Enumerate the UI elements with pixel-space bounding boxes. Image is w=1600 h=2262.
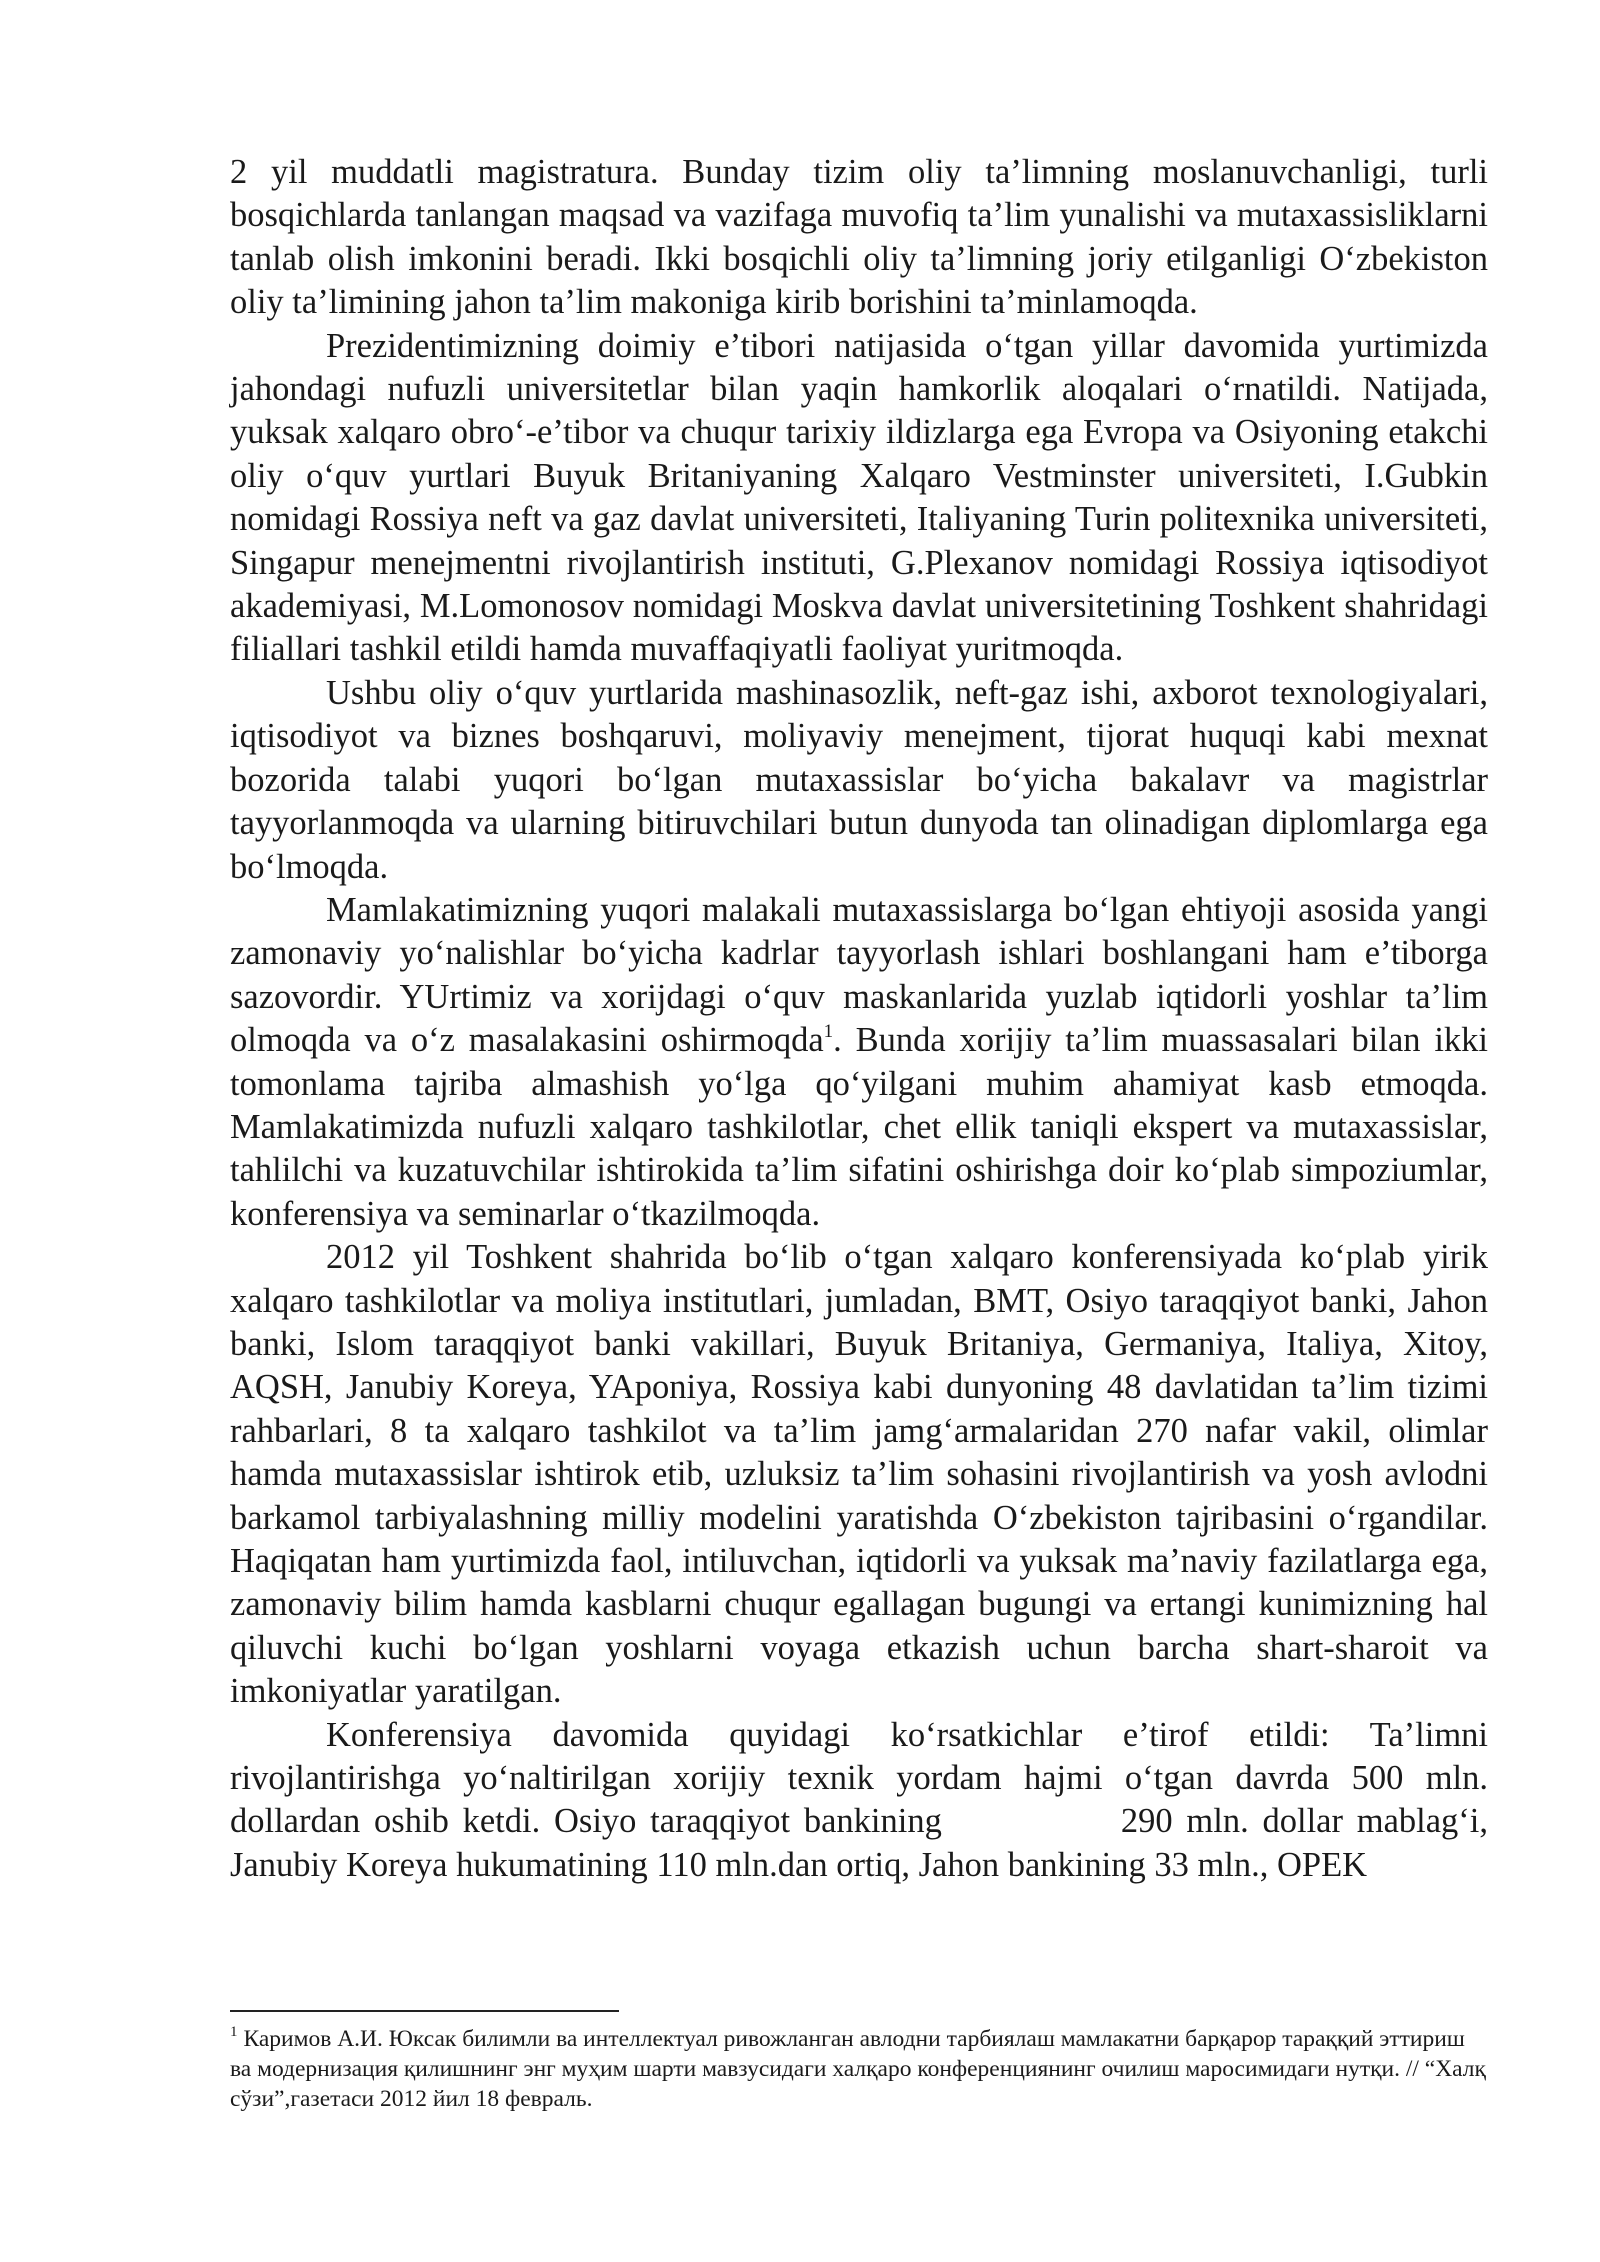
footnote-1 [230, 2024, 1488, 2114]
paragraph-2: Prezidentimizning doimiy e’tibori natijasida o‘tgan yillar davomida yurtimizda jahondagi nufuzli universitetlar bilan yaqin hamkorlik aloqalari o‘rnatildi. Natijada, yuksak xalqaro obro‘-e’tibor va chuqur tarixiy ildizlarga ega Evropa va Osiyoning etakchi oliy o‘quv yurtlari Buyuk Britaniyaning Xalqaro Vestminster universiteti, I.Gubkin nomidagi Rossiya neft va gaz davlat universiteti, Italiyaning Turin politexnika universiteti, Singapur menejmentni rivojlantirish instituti, G.Plexanov nomidagi Rossiya iqtisodiyot akademiyasi, M.Lomonosov nomidagi Moskva davlat universitetining Toshkent shahridagi filiallari tashkil etildi hamda muvaffaqiyatli faoliyat yuritmoqda. [230, 326, 1488, 669]
footnote-number: 1 [230, 2024, 238, 2040]
paragraph-4-text-before-note: Mamlakatimizning yuqori malakali mutaxassislarga bo‘lgan ehtiyoji asosida yangi zamonaviy yo‘nalishlar bo‘yicha kadrlar tayyorlash ishlari boshlangani ham e’tiborga sazovordir. YUrtimiz va xorijdagi o‘quv maskanlarida yuzlab iqtidorli yoshlar ta’lim olmoqda va o‘z masalakasini oshirmoqda [230, 890, 1488, 1060]
paragraph-4-text-after-note: . Bunda xorijiy ta’lim muassasalari bilan ikki tomonlama tajriba almashish yo‘lga qo‘yilgani muhim ahamiyat kasb etmoqda. Mamlakatimizda nufuzli xalqaro tashkilotlar, chet ellik taniqli ekspert va mutaxassislar, tahlilchi va kuzatuvchilar ishtirokida ta’lim sifatini oshirishga doir ko‘plab simpoziumlar, konferensiya va seminarlar o‘tkazilmoqda. [230, 1021, 1488, 1233]
footnote-text: Каримов А.И. Юксак билимли ва интеллектуал ривожланган авлодни тарбиялаш мамлакатни барқарор тараққий эттириш ва модернизация қилишнинг энг муҳим шарти мавзусидаги халқаро конференциянинг очилиш маросимидаги нутқи. // “Халқ сўзи”,газетаси 2012 йил 18 февраль. [230, 2026, 1486, 2112]
paragraph-6: Konferensiya davomida quyidagi ko‘rsatkichlar e’tirof etildi: Ta’limni rivojlantirishga yo‘naltirilgan xorijiy texnik yordam hajmi o‘tgan davrda 500 mln. dollardan oshib ketdi. Osiyo taraqqiyot bankining 290 mln. dollar mablag‘i, Janubiy Koreya hukumatining 110 mln.dan ortiq, Jahon bankining 33 mln., OPEK [230, 1715, 1497, 1884]
footnote-reference[interactable]: 1 [823, 1021, 834, 1043]
footnote-separator [230, 2010, 619, 2012]
paragraph-1: 2 yil muddatli magistratura. Bunday tizim oliy ta’limning moslanuvchanligi, turli bosqichlarda tanlangan maqsad va vazifaga muvofiq ta’lim yunalishi va mutaxassisliklarni tanlab olish imkonini beradi. Ikki bosqichli oliy ta’limning joriy etilganligi O‘zbekiston oliy ta’limining jahon ta’lim makoniga kirib borishini ta’minlamoqda. [230, 153, 1488, 322]
document-body [230, 151, 1497, 1887]
paragraph-3: Ushbu oliy o‘quv yurtlarida mashinasozlik, neft-gaz ishi, axborot texnologiyalari, iqtisodiyot va biznes boshqaruvi, moliyaviy menejment, tijorat huquqi kabi mexnat bozorida talabi yuqori bo‘lgan mutaxassislar bo‘yicha bakalavr va magistrlar tayyorlanmoqda va ularning bitiruvchilari butun dunyoda tan olinadigan diplomlarga ega bo‘lmoqda. [230, 673, 1488, 886]
footnotes [230, 2024, 1488, 2114]
paragraph-5: 2012 yil Toshkent shahrida bo‘lib o‘tgan xalqaro konferensiyada ko‘plab yirik xalqaro tashkilotlar va moliya institutlari, jumladan, BMT, Osiyo taraqqiyot banki, Jahon banki, Islom taraqqiyot banki vakillari, Buyuk Britaniya, Germaniya, Italiya, Xitoy, AQSH, Janubiy Koreya, YAponiya, Rossiya kabi dunyoning 48 davlatidan ta’lim tizimi rahbarlari, 8 ta xalqaro tashkilot va ta’lim jamg‘armalaridan 270 nafar vakil, olimlar hamda mutaxassislar ishtirok etib, uzluksiz ta’lim sohasini rivojlantirish va yosh avlodni barkamol tarbiyalashning milliy modelini yaratishda O‘zbekiston tajribasini o‘rgandilar. Haqiqatan ham yurtimizda faol, intiluvchan, iqtidorli va yuksak ma’naviy fazilatlarga ega, zamonaviy bilim hamda kasblarni chuqur egallagan bugungi va ertangi kunimizning hal qiluvchi kuchi bo‘lgan yoshlarni voyaga etkazish uchun barcha shart-sharoit va imkoniyatlar yaratilgan. [230, 1238, 1488, 1711]
paragraph-4 [230, 889, 1488, 1236]
